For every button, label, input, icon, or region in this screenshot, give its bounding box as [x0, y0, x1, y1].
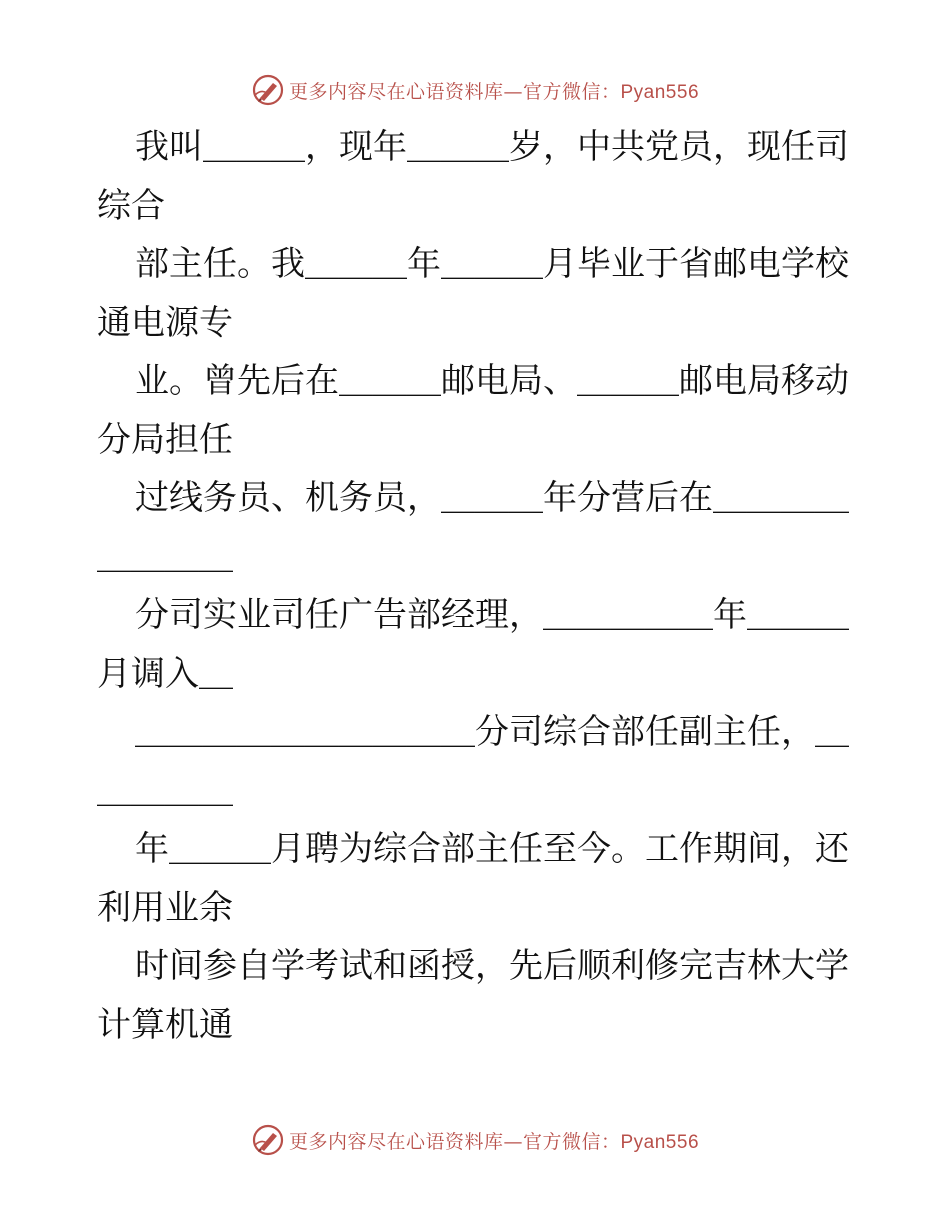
body-line: 利用业余	[97, 887, 233, 928]
body-line: 年＿＿＿月聘为综合部主任至今。工作期间，还	[135, 829, 849, 869]
footer-banner	[0, 1120, 950, 1160]
body-line: ＿＿＿＿	[97, 536, 233, 577]
body-line: 我叫＿＿＿，现年＿＿＿岁，中共党员，现任司	[135, 127, 849, 167]
body-line: 过线务员、机务员，＿＿＿年分营后在＿＿＿＿	[135, 478, 849, 518]
body-line: 时间参自学考试和函授，先后顺利修完吉林大学	[135, 946, 849, 986]
body-line: 计算机通	[97, 1004, 233, 1045]
header-wechat-id: Pyan556	[620, 81, 700, 103]
body-line: 综合	[97, 185, 165, 226]
body-line: 业。曾先后在＿＿＿邮电局、＿＿＿邮电局移动	[135, 361, 849, 401]
header-banner-text: 更多内容尽在心语资料库—官方微信：Pyan556	[288, 80, 700, 103]
footer-wechat-id: Pyan556	[620, 1131, 700, 1153]
body-line: 通电源专	[97, 302, 233, 343]
body-line: 分局担任	[97, 419, 233, 460]
document-body	[97, 118, 857, 1054]
pen-logo-icon	[251, 1123, 285, 1157]
body-line: 月调入＿	[97, 653, 233, 694]
body-line: 部主任。我＿＿＿年＿＿＿月毕业于省邮电学校	[135, 244, 849, 284]
footer-banner-text: 更多内容尽在心语资料库—官方微信：Pyan556	[288, 1130, 700, 1153]
body-line: ＿＿＿＿	[97, 770, 233, 811]
body-line: 分司实业司任广告部经理，＿＿＿＿＿年＿＿＿	[135, 595, 849, 635]
header-banner	[0, 70, 950, 110]
pen-logo-icon	[251, 73, 285, 107]
body-line: ＿＿＿＿＿＿＿＿＿＿分司综合部任副主任，＿	[135, 712, 849, 752]
